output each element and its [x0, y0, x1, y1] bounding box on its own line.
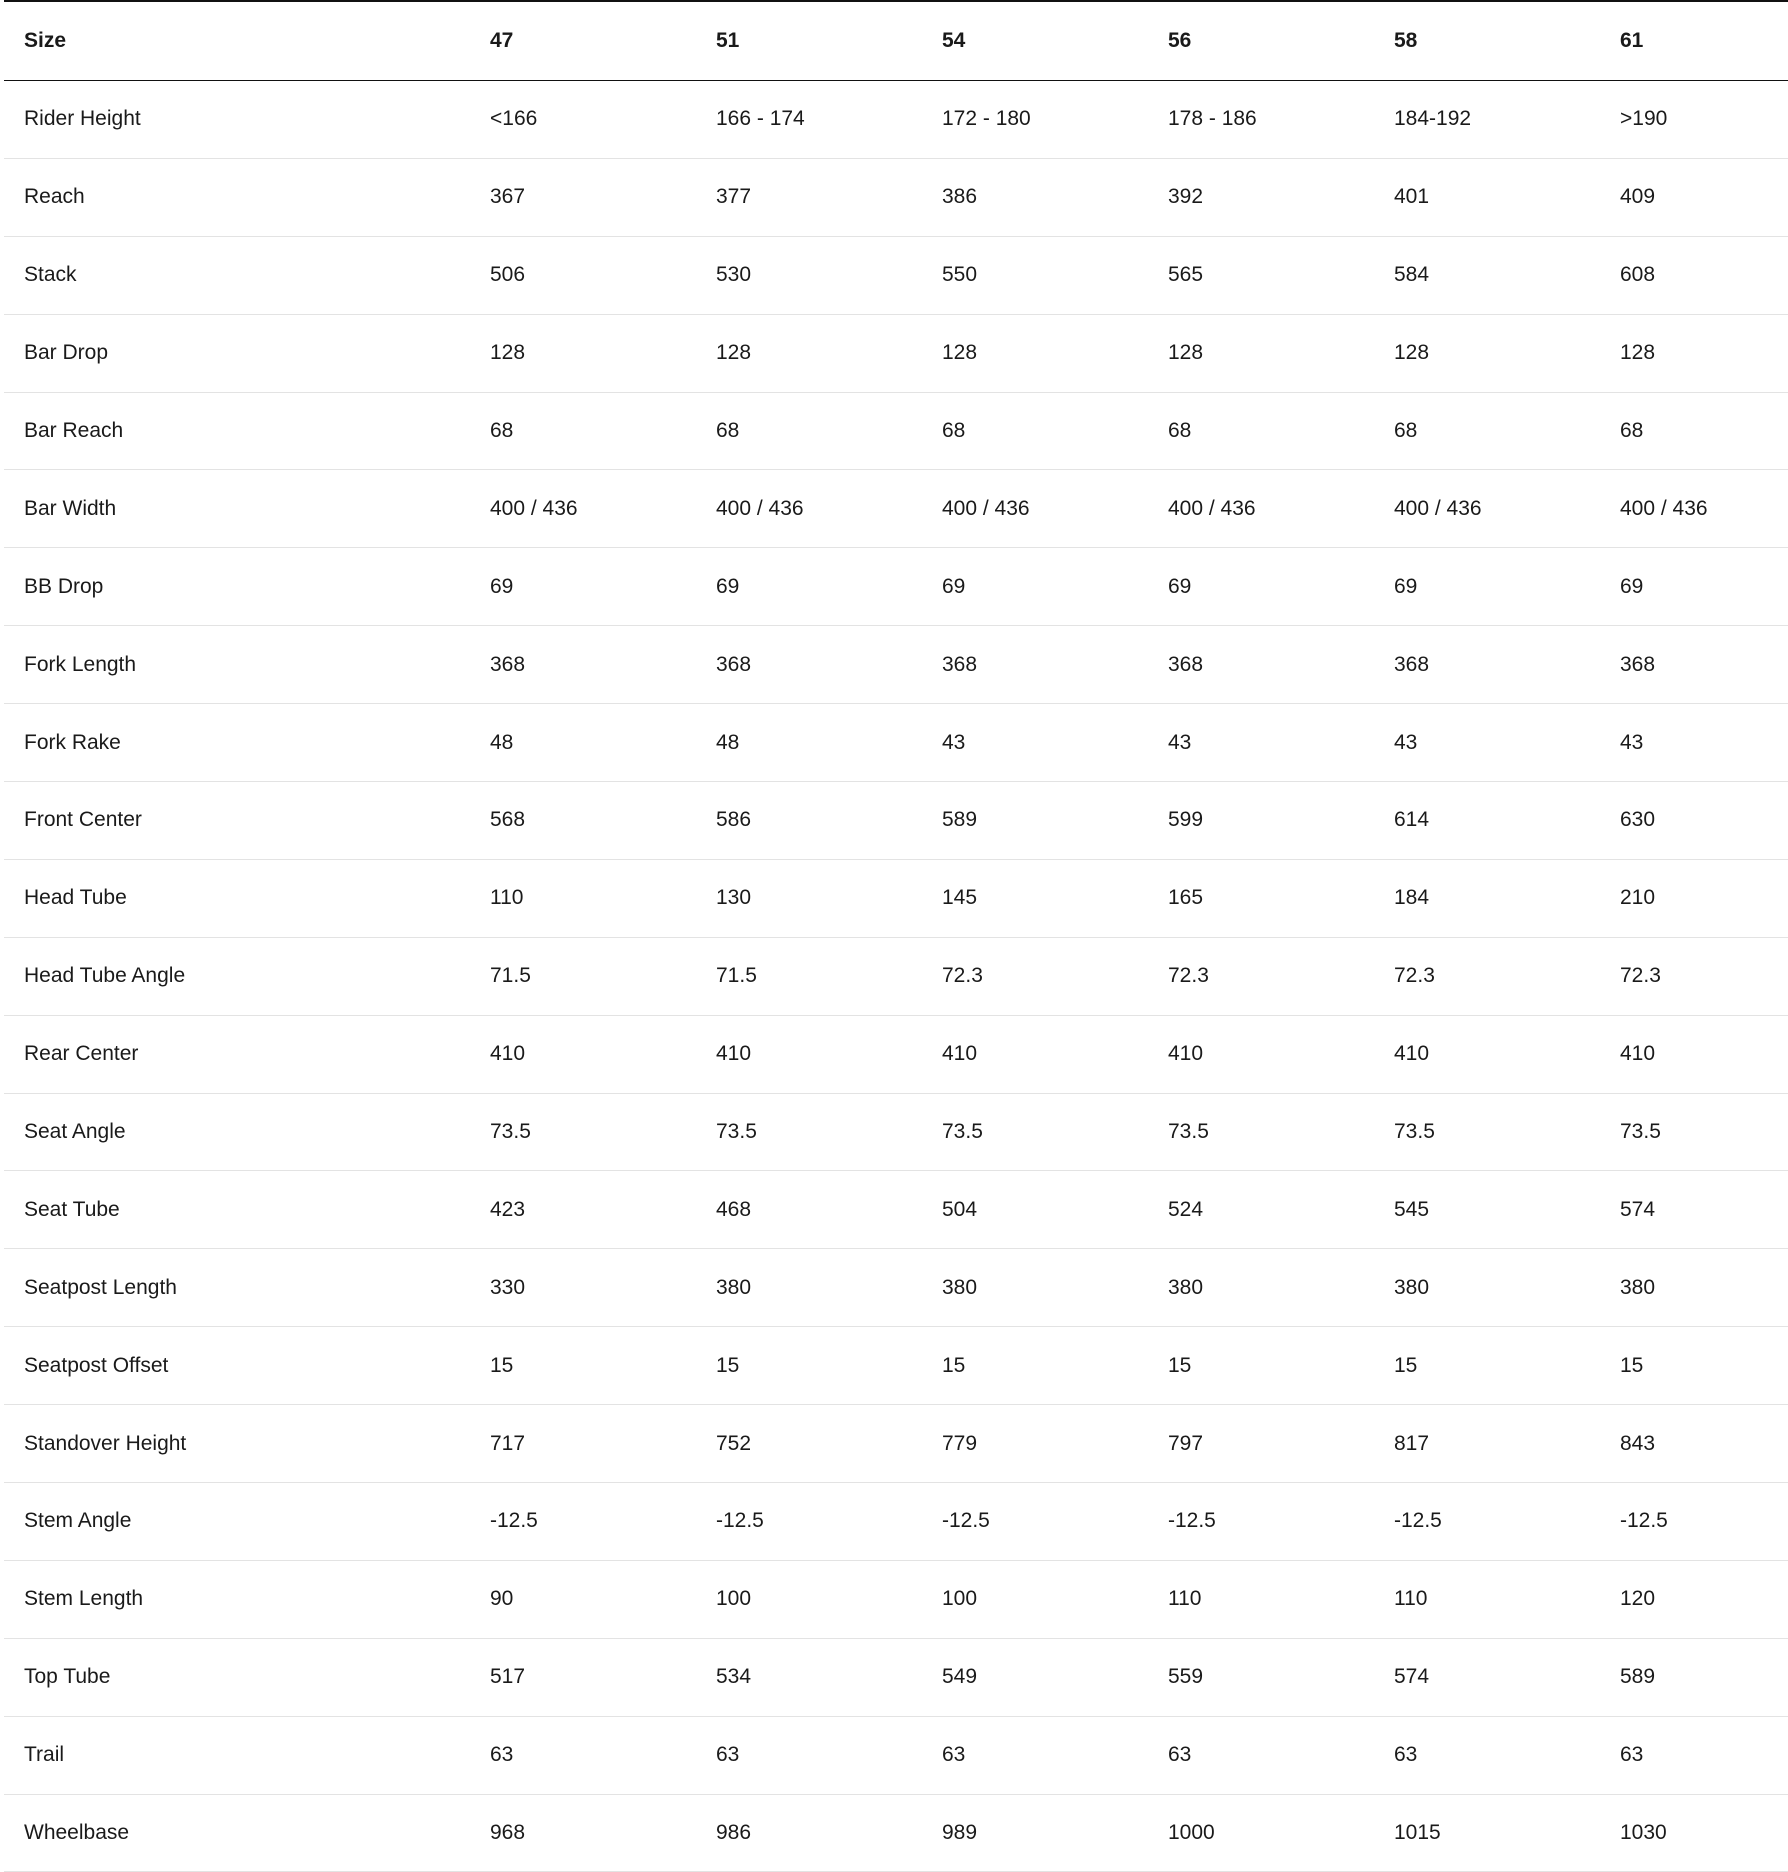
table-cell: 779	[922, 1405, 1148, 1483]
table-cell: 380	[1148, 1249, 1374, 1327]
table-cell: 72.3	[922, 937, 1148, 1015]
table-cell: >190	[1600, 81, 1788, 159]
row-label: Trail	[4, 1716, 470, 1794]
table-cell: 69	[470, 548, 696, 626]
row-label: Fork Rake	[4, 704, 470, 782]
table-cell: 410	[1374, 1015, 1600, 1093]
table-cell: 73.5	[922, 1093, 1148, 1171]
table-row-stem-length	[4, 1560, 1788, 1638]
table-cell: 68	[1374, 392, 1600, 470]
table-row-seatpost-offset	[4, 1327, 1788, 1405]
table-cell: 843	[1600, 1405, 1788, 1483]
table-row-front-center	[4, 782, 1788, 860]
table-cell: 574	[1600, 1171, 1788, 1249]
table-cell: 48	[696, 704, 922, 782]
table-cell: 380	[1600, 1249, 1788, 1327]
table-cell: 69	[1600, 548, 1788, 626]
header-cell-size-56: 56	[1148, 1, 1374, 81]
row-label: Stem Angle	[4, 1483, 470, 1561]
table-cell: 166 - 174	[696, 81, 922, 159]
table-cell: 72.3	[1374, 937, 1600, 1015]
table-cell: -12.5	[1148, 1483, 1374, 1561]
table-cell: 380	[1374, 1249, 1600, 1327]
table-cell: 968	[470, 1794, 696, 1872]
table-row-standover-height	[4, 1405, 1788, 1483]
geometry-table	[4, 0, 1788, 1872]
header-cell-size-54: 54	[922, 1, 1148, 81]
table-cell: 128	[1600, 314, 1788, 392]
table-cell: 73.5	[1374, 1093, 1600, 1171]
table-cell: 145	[922, 859, 1148, 937]
table-cell: 400 / 436	[1600, 470, 1788, 548]
table-row-bar-drop	[4, 314, 1788, 392]
header-cell-size-51: 51	[696, 1, 922, 81]
table-cell: 559	[1148, 1638, 1374, 1716]
table-cell: 1000	[1148, 1794, 1374, 1872]
table-cell: 400 / 436	[922, 470, 1148, 548]
table-cell: 368	[1374, 626, 1600, 704]
table-cell: 210	[1600, 859, 1788, 937]
table-cell: 15	[1148, 1327, 1374, 1405]
row-label: Bar Reach	[4, 392, 470, 470]
row-label: Seat Angle	[4, 1093, 470, 1171]
table-cell: 71.5	[696, 937, 922, 1015]
table-cell: 377	[696, 158, 922, 236]
table-cell: 367	[470, 158, 696, 236]
table-cell: 15	[1600, 1327, 1788, 1405]
row-label: Fork Length	[4, 626, 470, 704]
table-cell: 68	[1600, 392, 1788, 470]
table-cell: 69	[922, 548, 1148, 626]
row-label: Front Center	[4, 782, 470, 860]
table-cell: 178 - 186	[1148, 81, 1374, 159]
table-cell: 110	[1148, 1560, 1374, 1638]
table-row-trail	[4, 1716, 1788, 1794]
header-cell-size-58: 58	[1374, 1, 1600, 81]
table-cell: 524	[1148, 1171, 1374, 1249]
row-label: BB Drop	[4, 548, 470, 626]
table-cell: 1015	[1374, 1794, 1600, 1872]
row-label: Stack	[4, 236, 470, 314]
table-cell: 128	[470, 314, 696, 392]
table-cell: 69	[696, 548, 922, 626]
table-row-bar-width	[4, 470, 1788, 548]
table-cell: 130	[696, 859, 922, 937]
table-cell: 586	[696, 782, 922, 860]
header-cell-size-61: 61	[1600, 1, 1788, 81]
table-cell: 468	[696, 1171, 922, 1249]
row-label: Rider Height	[4, 81, 470, 159]
table-cell: 608	[1600, 236, 1788, 314]
table-cell: 599	[1148, 782, 1374, 860]
table-row-head-tube	[4, 859, 1788, 937]
row-label: Seat Tube	[4, 1171, 470, 1249]
table-cell: 410	[470, 1015, 696, 1093]
table-cell: 797	[1148, 1405, 1374, 1483]
header-cell-size: Size	[4, 1, 470, 81]
table-cell: 545	[1374, 1171, 1600, 1249]
table-cell: 400 / 436	[1374, 470, 1600, 548]
row-label: Head Tube	[4, 859, 470, 937]
table-cell: 549	[922, 1638, 1148, 1716]
table-cell: 69	[1374, 548, 1600, 626]
table-row-seat-angle	[4, 1093, 1788, 1171]
table-cell: 68	[696, 392, 922, 470]
table-cell: 15	[696, 1327, 922, 1405]
table-cell: 63	[1600, 1716, 1788, 1794]
table-cell: 410	[1148, 1015, 1374, 1093]
table-cell: 568	[470, 782, 696, 860]
row-label: Rear Center	[4, 1015, 470, 1093]
row-label: Standover Height	[4, 1405, 470, 1483]
table-cell: 530	[696, 236, 922, 314]
table-row-rider-height	[4, 81, 1788, 159]
table-cell: 184	[1374, 859, 1600, 937]
table-cell: 574	[1374, 1638, 1600, 1716]
table-row-rear-center	[4, 1015, 1788, 1093]
table-cell: 184-192	[1374, 81, 1600, 159]
table-cell: 73.5	[1600, 1093, 1788, 1171]
table-cell: 128	[1374, 314, 1600, 392]
table-cell: -12.5	[696, 1483, 922, 1561]
row-label: Bar Drop	[4, 314, 470, 392]
table-cell: 589	[922, 782, 1148, 860]
table-cell: 63	[922, 1716, 1148, 1794]
table-cell: 717	[470, 1405, 696, 1483]
table-cell: 368	[1600, 626, 1788, 704]
table-cell: 110	[470, 859, 696, 937]
table-cell: 68	[922, 392, 1148, 470]
row-label: Bar Width	[4, 470, 470, 548]
table-cell: 386	[922, 158, 1148, 236]
table-cell: 504	[922, 1171, 1148, 1249]
table-row-wheelbase	[4, 1794, 1788, 1872]
table-cell: 72.3	[1148, 937, 1374, 1015]
table-cell: 410	[1600, 1015, 1788, 1093]
table-cell: 410	[922, 1015, 1148, 1093]
row-label: Seatpost Length	[4, 1249, 470, 1327]
row-label: Wheelbase	[4, 1794, 470, 1872]
row-label: Head Tube Angle	[4, 937, 470, 1015]
table-cell: 986	[696, 1794, 922, 1872]
table-cell: 400 / 436	[1148, 470, 1374, 548]
table-row-fork-length	[4, 626, 1788, 704]
table-cell: 120	[1600, 1560, 1788, 1638]
table-cell: -12.5	[922, 1483, 1148, 1561]
table-header-row	[4, 1, 1788, 81]
row-label: Top Tube	[4, 1638, 470, 1716]
table-row-seat-tube	[4, 1171, 1788, 1249]
table-cell: 589	[1600, 1638, 1788, 1716]
table-cell: 409	[1600, 158, 1788, 236]
table-cell: 128	[696, 314, 922, 392]
table-cell: 368	[696, 626, 922, 704]
table-row-bb-drop	[4, 548, 1788, 626]
table-cell: 165	[1148, 859, 1374, 937]
header-cell-size-47: 47	[470, 1, 696, 81]
table-cell: 73.5	[696, 1093, 922, 1171]
table-row-stem-angle	[4, 1483, 1788, 1561]
table-cell: 100	[922, 1560, 1148, 1638]
table-cell: 43	[922, 704, 1148, 782]
table-row-stack	[4, 236, 1788, 314]
table-cell: 48	[470, 704, 696, 782]
table-cell: 330	[470, 1249, 696, 1327]
table-cell: 128	[1148, 314, 1374, 392]
table-cell: 517	[470, 1638, 696, 1716]
table-cell: -12.5	[1374, 1483, 1600, 1561]
table-cell: 72.3	[1600, 937, 1788, 1015]
table-cell: 423	[470, 1171, 696, 1249]
table-row-bar-reach	[4, 392, 1788, 470]
table-cell: 550	[922, 236, 1148, 314]
table-cell: 380	[696, 1249, 922, 1327]
table-cell: 410	[696, 1015, 922, 1093]
table-cell: 817	[1374, 1405, 1600, 1483]
table-cell: 15	[922, 1327, 1148, 1405]
table-cell: 73.5	[1148, 1093, 1374, 1171]
table-cell: 368	[922, 626, 1148, 704]
table-cell: 401	[1374, 158, 1600, 236]
row-label: Stem Length	[4, 1560, 470, 1638]
table-cell: 630	[1600, 782, 1788, 860]
table-cell: 63	[1374, 1716, 1600, 1794]
table-cell: 368	[1148, 626, 1374, 704]
table-row-reach	[4, 158, 1788, 236]
table-row-head-tube-angle	[4, 937, 1788, 1015]
table-cell: 172 - 180	[922, 81, 1148, 159]
table-cell: 565	[1148, 236, 1374, 314]
table-cell: 90	[470, 1560, 696, 1638]
table-cell: 400 / 436	[470, 470, 696, 548]
table-cell: 752	[696, 1405, 922, 1483]
table-cell: 43	[1148, 704, 1374, 782]
table-row-top-tube	[4, 1638, 1788, 1716]
table-cell: -12.5	[470, 1483, 696, 1561]
table-cell: 614	[1374, 782, 1600, 860]
table-cell: 989	[922, 1794, 1148, 1872]
row-label: Reach	[4, 158, 470, 236]
table-row-fork-rake	[4, 704, 1788, 782]
table-cell: 368	[470, 626, 696, 704]
table-cell: 506	[470, 236, 696, 314]
table-cell: 73.5	[470, 1093, 696, 1171]
table-cell: 584	[1374, 236, 1600, 314]
table-cell: 534	[696, 1638, 922, 1716]
table-cell: 68	[470, 392, 696, 470]
table-cell: 110	[1374, 1560, 1600, 1638]
table-cell: 69	[1148, 548, 1374, 626]
table-row-seatpost-length	[4, 1249, 1788, 1327]
table-cell: 1030	[1600, 1794, 1788, 1872]
table-cell: 63	[470, 1716, 696, 1794]
table-cell: 43	[1374, 704, 1600, 782]
table-cell: 43	[1600, 704, 1788, 782]
table-cell: 128	[922, 314, 1148, 392]
table-body	[4, 81, 1788, 1872]
table-cell: 392	[1148, 158, 1374, 236]
table-cell: 71.5	[470, 937, 696, 1015]
row-label: Seatpost Offset	[4, 1327, 470, 1405]
table-cell: 63	[696, 1716, 922, 1794]
table-cell: 400 / 436	[696, 470, 922, 548]
table-cell: <166	[470, 81, 696, 159]
table-cell: 380	[922, 1249, 1148, 1327]
table-cell: 15	[470, 1327, 696, 1405]
table-cell: -12.5	[1600, 1483, 1788, 1561]
table-cell: 68	[1148, 392, 1374, 470]
geometry-table-container	[4, 0, 1788, 1872]
table-cell: 63	[1148, 1716, 1374, 1794]
table-cell: 15	[1374, 1327, 1600, 1405]
table-cell: 100	[696, 1560, 922, 1638]
